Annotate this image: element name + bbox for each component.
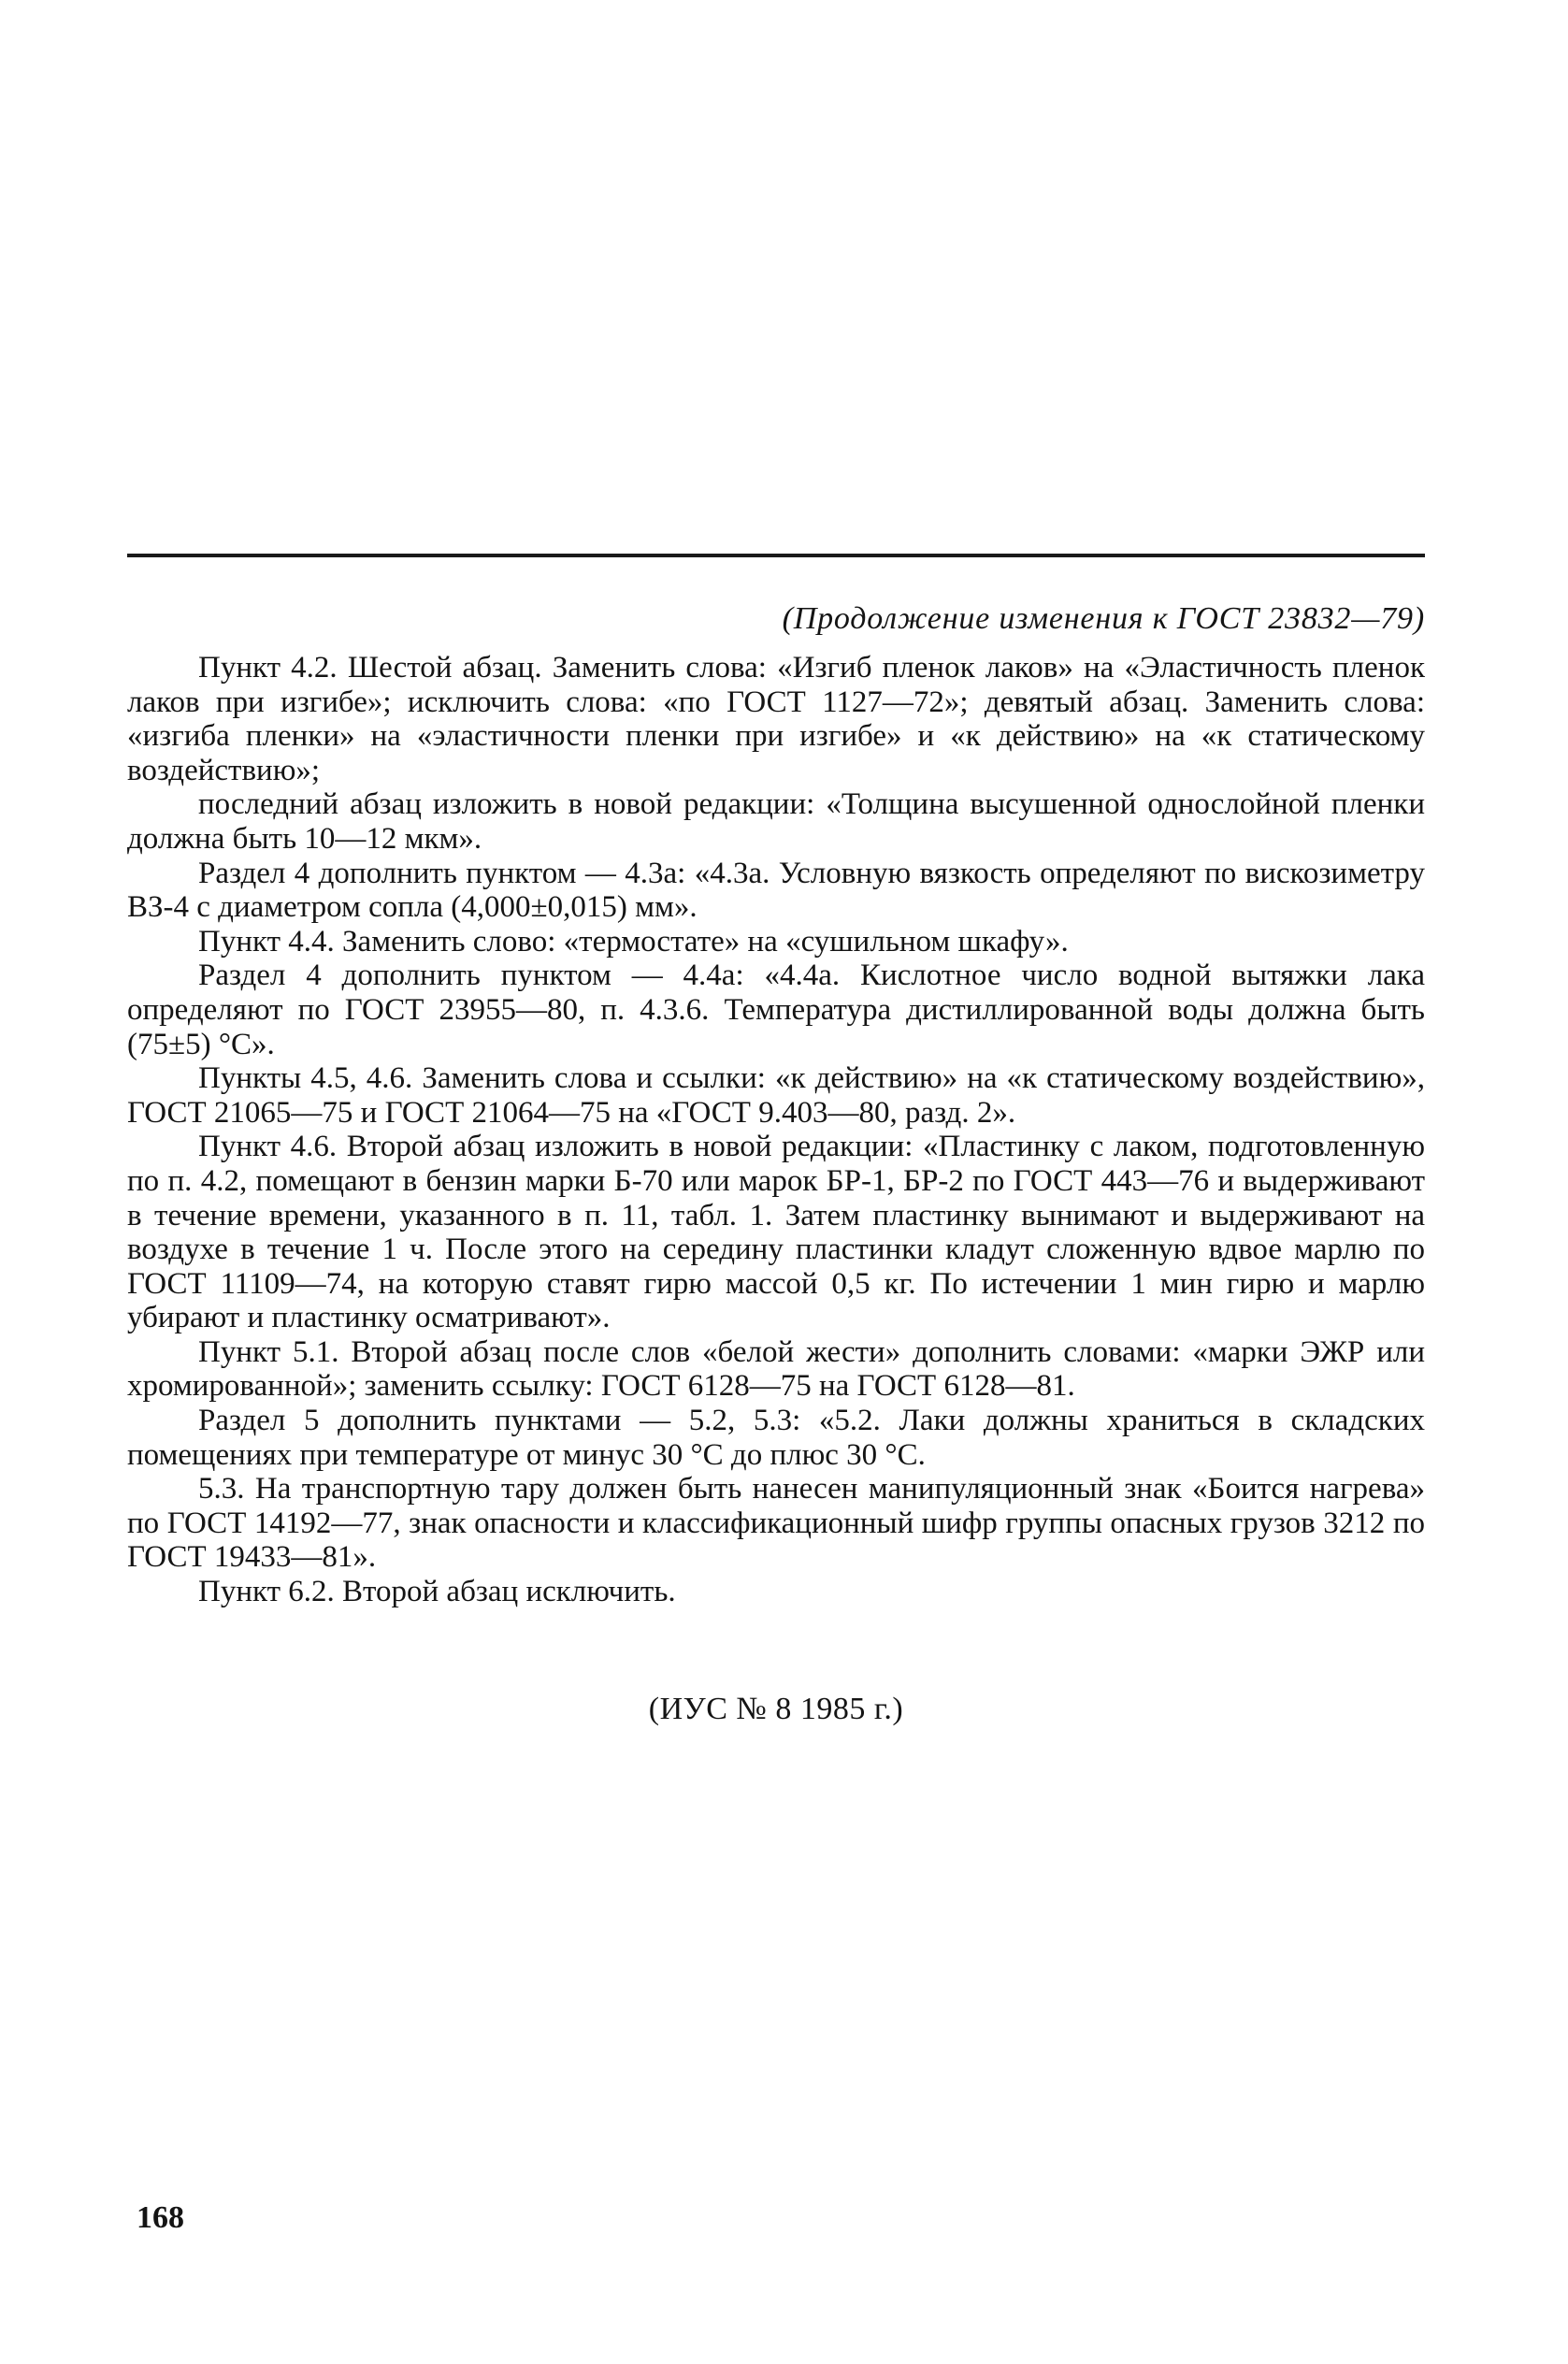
paragraph: 5.3. На транспортную тару должен быть нанесен манипуляционный знак «Боится нагрева» по ГОСТ 14192—77, знак опасности и классификационный шифр группы опасных грузов 3212 по ГОСТ 19433—81».: [127, 1472, 1425, 1575]
paragraph: Пункт 4.2. Шестой абзац. Заменить слова: «Изгиб пленок лаков» на «Эластичность пленок лаков при изгибе»; исключить слова: «по ГОСТ 1127—72»; девятый абзац. Заменить слова: «изгиба пленки» на «эластичности пленки при изгибе» и «к действию» на «к статическому воздействию»;: [127, 651, 1425, 787]
paragraph: Раздел 4 дополнить пунктом — 4.4а: «4.4а. Кислотное число водной вытяжки лака определяют по ГОСТ 23955—80, п. 4.3.6. Температура дистиллированной воды должна быть (75±5) °С».: [127, 959, 1425, 1061]
continuation-header: (Продолжение изменения к ГОСТ 23832—79): [782, 601, 1425, 636]
paragraph: Пункт 4.6. Второй абзац изложить в новой редакции: «Пластинку с лаком, подготовленную по п. 4.2, помещают в бензин марки Б-70 или марок БР-1, БР-2 по ГОСТ 443—76 и выдерживают в течение времени, указанного в п. 11, табл. 1. Затем пластинку вынимают и выдерживают на воздухе в течение 1 ч. После этого на середину пластинки кладут сложенную вдвое марлю по ГОСТ 11109—74, на которую ставят гирю массой 0,5 кг. По истечении 1 мин гирю и марлю убирают и пластинку осматривают».: [127, 1130, 1425, 1335]
paragraph: Пункты 4.5, 4.6. Заменить слова и ссылки: «к действию» на «к статическому воздействию», ГОСТ 21065—75 и ГОСТ 21064—75 на «ГОСТ 9.403—80, разд. 2».: [127, 1061, 1425, 1130]
paragraph: Пункт 6.2. Второй абзац исключить.: [198, 1575, 676, 1609]
source-reference: (ИУС № 8 1985 г.): [648, 1692, 904, 1726]
body-text: [127, 651, 1425, 1609]
paragraph: Раздел 4 дополнить пунктом — 4.3а: «4.3а. Условную вязкость определяют по вискозиметру ВЗ-4 с диаметром сопла (4,000±0,015) мм».: [127, 856, 1425, 925]
paragraph: последний абзац изложить в новой редакции: «Толщина высушенной однослойной пленки должна быть 10—12 мкм».: [127, 787, 1425, 856]
paragraph: Пункт 5.1. Второй абзац после слов «белой жести» дополнить словами: «марки ЭЖР или хромированной»; заменить ссылку: ГОСТ 6128—75 на ГОСТ 6128—81.: [127, 1334, 1425, 1404]
top-rule: [127, 554, 1425, 557]
page-number: 168: [137, 2200, 184, 2235]
paragraph: Раздел 5 дополнить пунктами — 5.2, 5.3: «5.2. Лаки должны храниться в складских помещениях при температуре от минус 30 °С до плюс 30 °С.: [127, 1404, 1425, 1472]
paragraph: Пункт 4.4. Заменить слово: «термостате» на «сушильном шкафу».: [198, 924, 1069, 959]
